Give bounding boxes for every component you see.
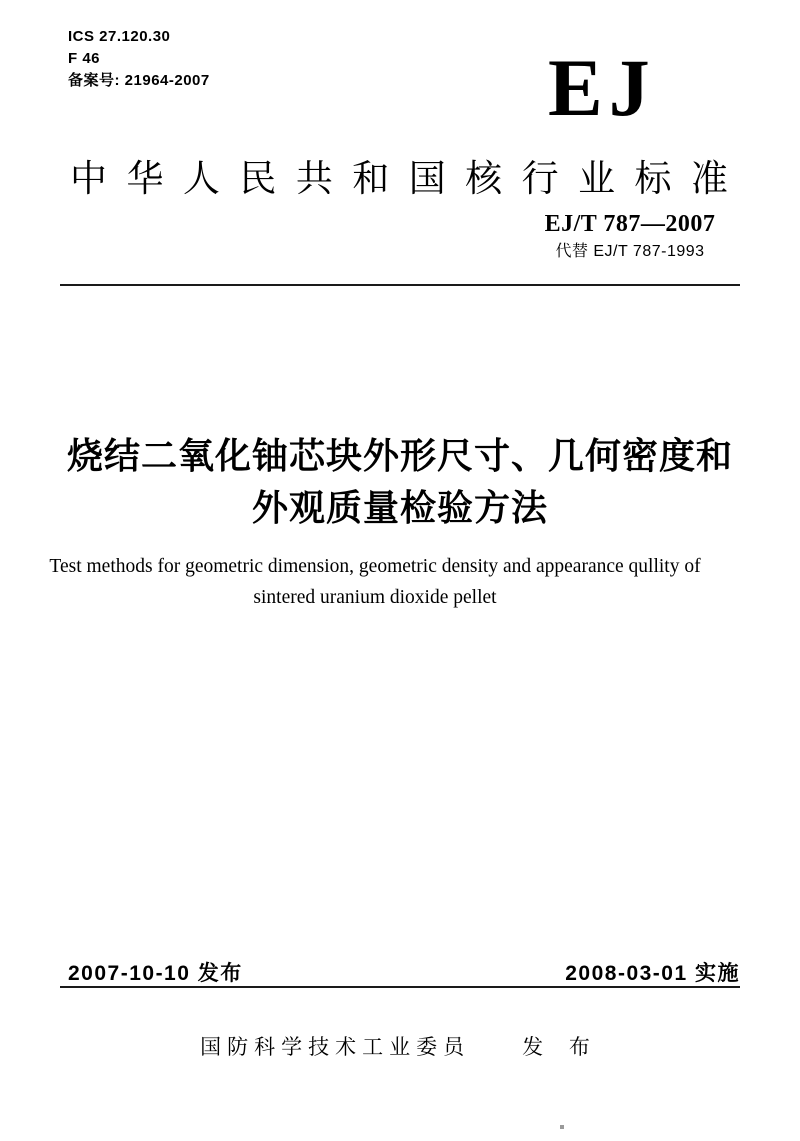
title-cn-line2: 外观质量检验方法 xyxy=(251,487,548,528)
scan-artifact-dot xyxy=(560,1125,564,1129)
date-row xyxy=(68,957,740,987)
publisher-row xyxy=(0,1031,800,1061)
classification-code: F 46 xyxy=(68,50,101,67)
title-en-line2: sintered uranium dioxide pellet xyxy=(253,587,497,608)
title-en-line1: Test methods for geometric dimension, geometric density and appearance qullity of xyxy=(49,556,701,577)
header-divider-line xyxy=(60,284,740,286)
replaces-note: 代替 EJ/T 787-1993 xyxy=(555,243,705,260)
ej-logo: EJ xyxy=(548,42,656,133)
ics-code: ICS 27.120.30 xyxy=(68,28,171,45)
standard-body-title: 中华人民共和国核行业标准 xyxy=(70,158,728,199)
publish-label: 发 布 xyxy=(522,1036,600,1059)
implementation-date: 2008-03-01 实施 xyxy=(565,962,740,985)
publisher-name: 国防科学技术工业委员 xyxy=(200,1036,471,1059)
standard-number-block xyxy=(530,210,730,262)
record-number: 备案号: 21964-2007 xyxy=(68,72,210,89)
document-meta-block xyxy=(68,26,210,92)
footer-divider-line xyxy=(60,986,740,988)
issue-date: 2007-10-10 发布 xyxy=(68,962,243,985)
document-title-chinese xyxy=(30,430,770,534)
title-cn-line1: 烧结二氧化铀芯块外形尺寸、几何密度和 xyxy=(66,435,733,476)
standard-number: EJ/T 787—2007 xyxy=(544,211,716,237)
document-title-english xyxy=(10,551,740,613)
